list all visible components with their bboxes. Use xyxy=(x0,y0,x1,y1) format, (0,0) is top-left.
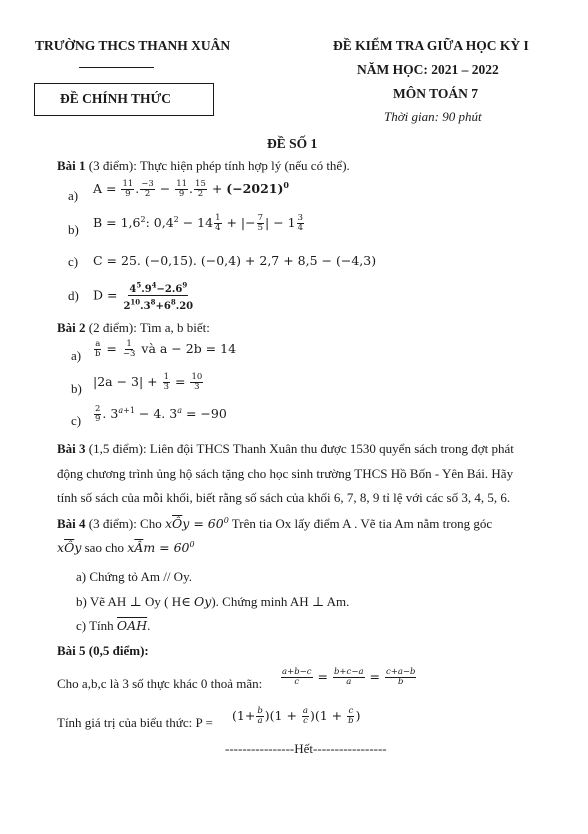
bai3-line3: tính số sách của mỗi khối, biết rằng số sách của khối 6, 7, 8, 9 tỉ lệ với các số 3, 4, 5, 6. xyxy=(57,490,511,505)
bai2-b-expr: |2a − 3| + $\frac{1}{3}$ = $\frac{10}{3}$ xyxy=(93,372,203,392)
bai4-text1b: Trên tia Ox lấy điểm A . Vẽ tia Am nằm trong góc xyxy=(228,516,493,532)
school-year: NĂM HỌC: 2021 – 2022 xyxy=(357,62,499,77)
bai1-label: Bài 1 xyxy=(57,158,86,173)
bai2-c-label: c) xyxy=(71,413,82,428)
paper-number: ĐỀ SỐ 1 xyxy=(267,136,318,151)
bai1-c-label: c) xyxy=(68,254,79,269)
official-label: ĐỀ CHÍNH THỨC xyxy=(60,91,172,106)
bai4-a: a) Chứng tỏ Am // Oy. xyxy=(76,569,192,584)
bai4-b-text1: b) Vẽ AH ⊥ Oy ( H∈ xyxy=(76,594,195,609)
bai5-desc: (0,5 điểm): xyxy=(85,643,149,658)
bai1-d-expr: D = $\frac{4^5.9^4-2.6^9}{2^{10}.3^8+6^8.20}$ xyxy=(93,281,194,312)
bai1-b-expr: $B = 1,6^2$: $0,4^2 - 14$ $\frac{1}{4}$ + |− $\frac{7}{5}$ | − 1 $\frac{3}{4}$ xyxy=(93,213,304,233)
bai4-b xyxy=(76,594,349,610)
bai1-c-expr: C = 25. (−0,15). (−0,4) + 2,7 + 8,5 − (−4,3) xyxy=(93,253,377,268)
bai5-label: Bài 5 xyxy=(57,643,86,658)
bai2-b-label: b) xyxy=(71,381,82,396)
bai5-expression: (1+ $\frac{b}{a}$ )(1 + $\frac{a}{c}$ )(1 + $\frac{c}{b}$ ) xyxy=(232,706,361,726)
bai5-equation: $\frac{a+b-c}{c}$ = $\frac{b+c-a}{a}$ = $\frac{c+a-b}{b}$ xyxy=(282,667,416,687)
bai5-text1: Cho a,b,c là 3 số thực khác 0 thoả mãn: xyxy=(57,676,263,691)
bai1-a-expr: A = $\frac{11}{9}$ . $\frac{-3}{2}$ − $\frac{11}{9}$ . $\frac{15}{2}$ + $(-2021)^0$ xyxy=(93,179,289,200)
header-divider xyxy=(79,67,154,68)
bai3-line1 xyxy=(57,441,514,457)
bai4-angle-oah: $\overline{OAH}$ xyxy=(116,618,148,633)
bai1-desc: (3 điểm): Thực hiện phép tính hợp lý (nếu có thể). xyxy=(85,158,350,173)
bai4-angle-xoy-2: $x\overline{Ô}y$ xyxy=(57,540,82,556)
bai4-c: c) Tính $\overline{OAH}$. xyxy=(76,618,151,633)
bai1-b-label: b) xyxy=(68,222,79,237)
bai3-label: Bài 3 xyxy=(57,441,86,456)
bai4-line1 xyxy=(57,516,492,532)
bai4-text2: sao cho xyxy=(81,540,128,556)
bai4-label: Bài 4 xyxy=(57,516,86,532)
bai2-c-expr: $\frac{2}{9}$ . $3^{a+1} - 4$. $3^a = -90$ xyxy=(95,404,227,424)
subject: MÔN TOÁN 7 xyxy=(393,86,479,101)
exam-time: Thời gian: 90 phút xyxy=(384,109,482,124)
bai2-desc: (2 điểm): Tìm a, b biết: xyxy=(85,320,210,335)
bai4-b-text2: ). Chứng minh AH ⊥ Am. xyxy=(211,594,350,609)
bai5-heading xyxy=(57,643,149,659)
bai4-angle-xoy: $x\overline{Ô}y = 60^0$ xyxy=(164,516,229,532)
bai2-a-label: a) xyxy=(71,348,82,363)
bai4-c-text: c) Tính xyxy=(76,618,117,633)
bai5-line1 xyxy=(57,676,262,692)
bai3-line2: động chương trình ủng hộ sách tặng cho học sinh trường THCS Hồ Bốn - Yên Bái. Hãy xyxy=(57,466,514,481)
bai2-heading xyxy=(57,320,210,336)
bai4-text1a: (3 điểm): Cho xyxy=(85,516,165,532)
bai3-text1: (1,5 điểm): Liên đội THCS Thanh Xuân thu được 1530 quyển sách trong đợt phát xyxy=(85,441,514,456)
bai1-d-label: d) xyxy=(68,288,79,303)
bai4-oy: Oy xyxy=(194,594,212,609)
bai1-a-label: a) xyxy=(68,188,79,203)
bai2-label: Bài 2 xyxy=(57,320,86,335)
end-marker: ----------------Hết----------------- xyxy=(225,741,387,756)
school-name: TRƯỜNG THCS THANH XUÂN xyxy=(35,38,231,53)
bai4-line2 xyxy=(57,540,195,556)
bai5-line2 xyxy=(57,715,213,731)
bai2-a-expr: $\frac{a}{b}$ = $\frac{1}{-3}$ và a − 2b = 14 xyxy=(95,339,237,359)
bai4-angle-xam: $x\overline{Â}m = 60^0$ xyxy=(127,540,195,556)
exam-title: ĐỀ KIỂM TRA GIỮA HỌC KỲ I xyxy=(333,38,529,53)
bai1-heading xyxy=(57,158,350,174)
bai5-text2: Tính giá trị của biểu thức: P = xyxy=(57,715,213,730)
